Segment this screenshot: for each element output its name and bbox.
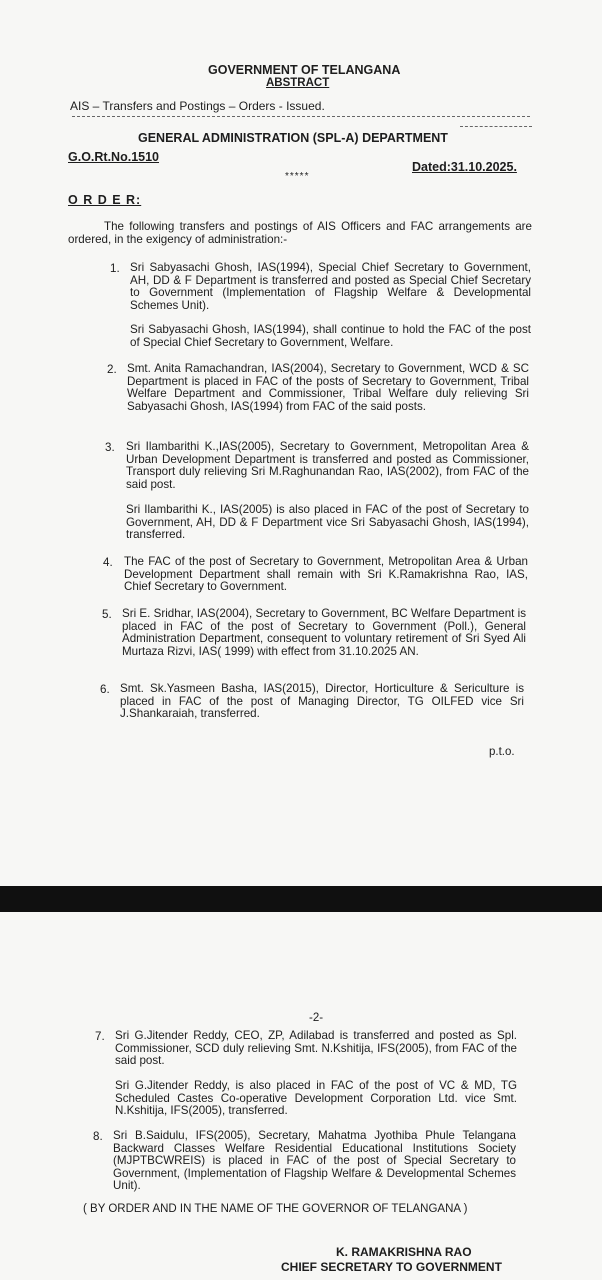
page-separator [0,886,602,912]
item-text: Sri Ilambarithi K.,IAS(2005), Secretary to Government, Metropolitan Area & Urban Development Department is transferred and posted as Commissioner, Transport duly relieving Sri M.Raghunandan Rao, IAS(2002), from FAC of the said post. [126,440,529,491]
stars-separator: ***** [285,171,310,182]
divider-right [460,126,532,127]
government-title: GOVERNMENT OF TELANGANA [208,63,401,77]
item-extra-text: Sri Ilambarithi K., IAS(2005) is also placed in FAC of the post of Secretary to Government, AH, DD & F Department vice Sri Sabyasachi Ghosh, IAS(1994), transferred. [126,503,529,542]
item-number: 7. [95,1030,105,1043]
item-number: 6. [100,683,110,696]
item-text: Sri B.Saidulu, IFS(2005), Secretary, Mahatma Jyothiba Phule Telangana Backward Classes Welfare Residential Educational Institutions Society (MJPTBCWREIS) is placed in FAC of the post of Special Secretary to Government, (Implementation of Flagship Welfare & Developmental Schemes Unit). [113,1129,516,1193]
item-number: 8. [93,1130,103,1143]
item-text: Smt. Anita Ramachandran, IAS(2004), Secretary to Government, WCD & SC Department is placed in FAC of the posts of Secretary to Government, Tribal Welfare Department and Commissioner, Tribal Welfare duly relieving Sri Sabyasachi Ghosh, IAS(1994) from FAC of the said posts. [127,362,529,413]
abstract-heading: ABSTRACT [266,77,330,89]
item-number: 3. [105,441,115,454]
dated: Dated:31.10.2025. [412,160,517,174]
item-text: Smt. Sk.Yasmeen Basha, IAS(2015), Director, Horticulture & Sericulture is placed in FAC of the post of Managing Director, TG OILFED vice Sri J.Shankaraiah, transferred. [120,682,524,721]
item-text: Sri E. Sridhar, IAS(2004), Secretary to Government, BC Welfare Department is placed in FAC of the post of Secretary to Government (Poll.), General Administration Department, consequent to voluntary retirement of Sri Syed Ali Murtaza Rizvi, IAS( 1999) with effect from 31.10.2025 AN. [122,607,526,658]
go-number: G.O.Rt.No.1510 [68,150,159,164]
item-extra-text: Sri G.Jitender Reddy, is also placed in FAC of the post of VC & MD, TG Scheduled Castes Co-operative Development Corporation Ltd. vice Smt. N.Kshitija, IFS(2005), transferred. [115,1079,517,1118]
item-number: 2. [107,363,117,376]
intro-paragraph: The following transfers and postings of AIS Officers and FAC arrangements are ordered, in the exigency of administration:- [68,220,532,246]
signatory-name: K. RAMAKRISHNA RAO [336,1245,472,1259]
item-text: Sri G.Jitender Reddy, CEO, ZP, Adilabad is transferred and posted as Spl. Commissioner, SCD duly relieving Smt. N.Kshitija, IFS(2005), from FAC of the said post. [115,1029,517,1068]
subject-line: AIS – Transfers and Postings – Orders - Issued. [70,99,325,113]
item-number: 1. [110,262,120,275]
by-order-line: ( BY ORDER AND IN THE NAME OF THE GOVERNOR OF TELANGANA ) [83,1203,468,1215]
page-number: -2- [309,1012,324,1024]
item-number: 5. [102,608,112,621]
signatory-title: CHIEF SECRETARY TO GOVERNMENT [281,1260,502,1274]
document-page-2 [0,912,602,1280]
item-number: 4. [103,556,113,569]
order-heading: O R D E R: [68,193,142,207]
please-turn-over: p.t.o. [489,746,515,758]
item-text: The FAC of the post of Secretary to Government, Metropolitan Area & Urban Development Department shall remain with Sri K.Ramakrishna Rao, IAS, Chief Secretary to Government. [124,555,528,594]
item-extra-text: Sri Sabyasachi Ghosh, IAS(1994), shall continue to hold the FAC of the post of Special Chief Secretary to Government, Welfare. [130,323,531,349]
item-text: Sri Sabyasachi Ghosh, IAS(1994), Special Chief Secretary to Government, AH, DD & F Department is transferred and posted as Special Chief Secretary to Government (Implementation of Flagship Welfare & Developmental Schemes Unit). [130,261,531,312]
divider-top [72,116,530,117]
department-heading: GENERAL ADMINISTRATION (SPL-A) DEPARTMENT [138,131,448,145]
